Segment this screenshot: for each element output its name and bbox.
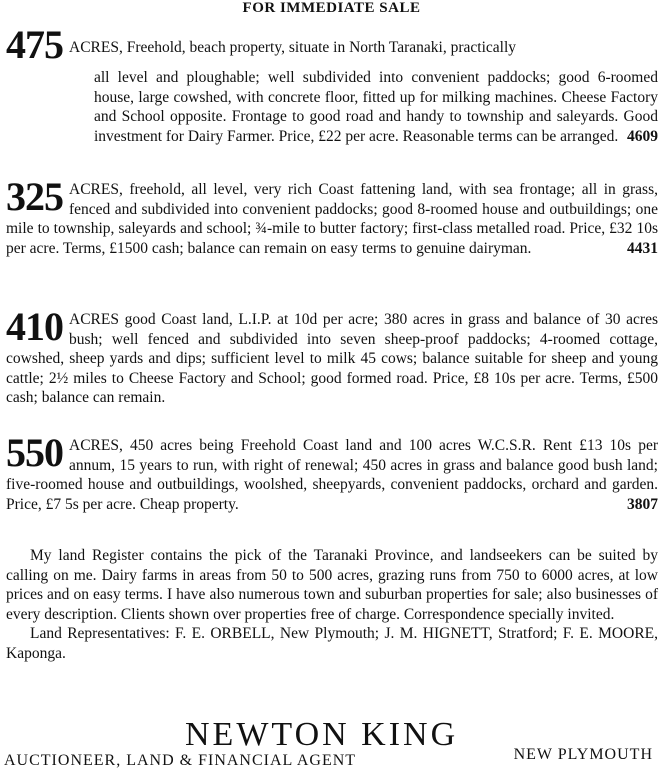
listing-first-line	[6, 22, 658, 68]
listing-reference-number: 3807	[627, 495, 658, 513]
listing-reference-number: 4431	[627, 239, 658, 257]
firm-description: AUCTIONEER, LAND & FINANCIAL AGENT	[4, 752, 357, 769]
listing-410	[6, 304, 658, 408]
listing-body: ACRES, freehold, all level, very rich Coast fattening land, with sea frontage; all in grass, fenced and subdivided into convenient paddocks; good 8-roomed house and outbuildings; one mile to township, saleyards and school; ¾-mile to butter factory; first-class metalled road. Price, £32 10s per acre. Terms, £1500 cash; balance can remain on easy terms to genuine dairyman.	[6, 181, 658, 257]
listing-acres-number: 475	[6, 22, 63, 67]
listing-intro: ACRES, Freehold, beach property, situate in North Taranaki, practically	[69, 39, 516, 56]
listing-reference-number: 4609	[627, 127, 658, 145]
listing-body: ACRES good Coast land, L.I.P. at 10d per acre; 380 acres in grass and balance of 30 acres bush; well fenced and subdivided into seven sheep-proof paddocks; 4-roomed cottage, cowshed, sheep yards and dips; sufficient level to milk 45 cows; balance suitable for sheep and young cattle; 2½ miles to Cheese Factory and School; good formed road. Price, £8 10s per acre. Terms, £500 cash; balance can remain.	[6, 311, 658, 407]
listing-acres-number: 410	[6, 304, 63, 349]
register-paragraph: My land Register contains the pick of the Taranaki Province, and landseekers can be suited by calling on me. Dairy farms in areas from 50 to 500 acres, grazing runs from 750 to 6000 acres, at low prices and on easy terms. I have also numerous town and suburban properties for sale; also businesses of every description. Clients shown over properties free of charge. Correspondence specially invited.	[6, 547, 658, 623]
listing-acres-number: 325	[6, 174, 63, 219]
firm-location: NEW PLYMOUTH	[513, 746, 653, 763]
listing-475	[6, 22, 658, 146]
firm-name: NEWTON KING	[185, 716, 459, 753]
listing-550	[6, 430, 658, 514]
land-representatives: Land Representatives: F. E. ORBELL, New Plymouth; J. M. HIGNETT, Stratford; F. E. MOORE, Kaponga.	[6, 625, 658, 662]
listing-325	[6, 174, 658, 258]
listing-acres-number: 550	[6, 430, 63, 475]
page-heading: FOR IMMEDIATE SALE	[242, 0, 421, 16]
listing-body: all level and ploughable; well subdivided into convenient paddocks; good 6-roomed house, large cowshed, with concrete floor, fitted up for milking machines. Cheese Factory and School opposite. Frontage to good road and handy to township and saleyards. Good investment for Dairy Farmer. Price, £22 per acre. Reasonable terms can be arranged.	[94, 69, 658, 145]
listing-body: ACRES, 450 acres being Freehold Coast land and 100 acres W.C.S.R. Rent £13 10s per annum, 15 years to run, with right of renewal; 450 acres in grass and balance good bush land; five-roomed house and outbuildings, woolshed, sheepyards, convenient paddocks, orchard and garden. Price, £7 5s per acre. Cheap property.	[6, 437, 658, 513]
land-register-notice	[6, 546, 658, 664]
